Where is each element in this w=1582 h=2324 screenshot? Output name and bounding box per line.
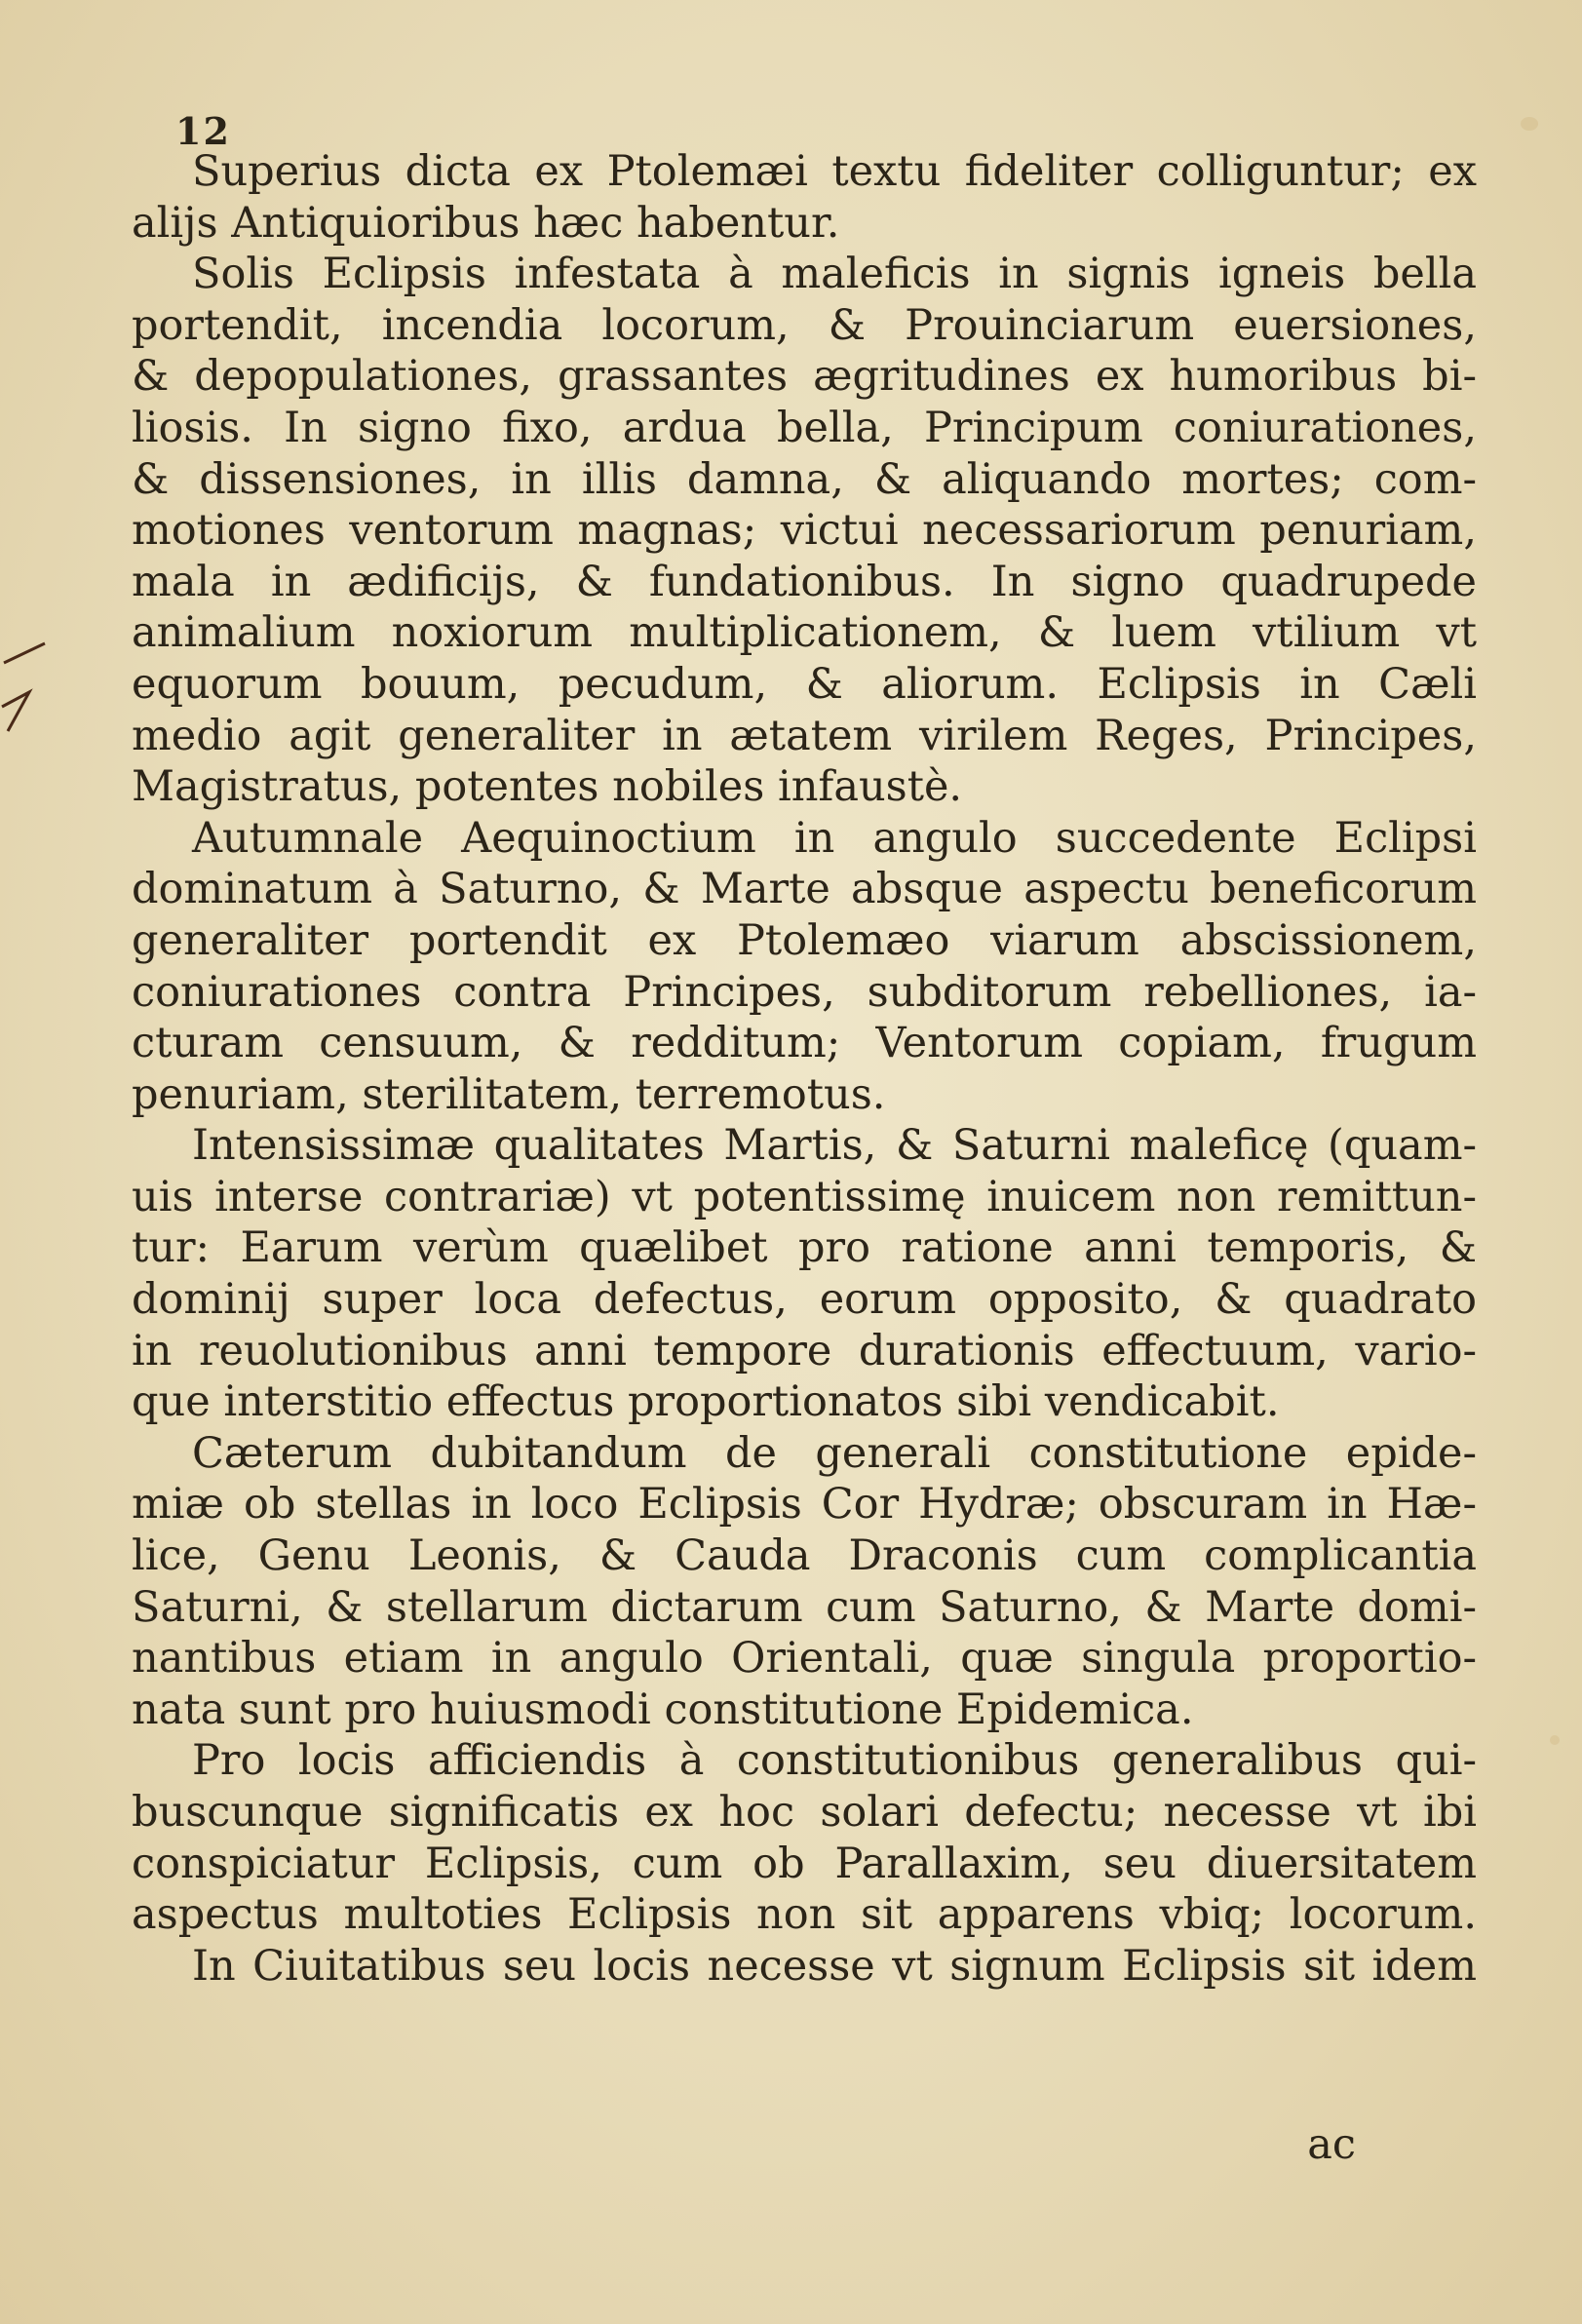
text-line: Autumnale Aequinoctium in angulo succedente Eclipsi	[192, 813, 1477, 863]
text-line: penuriam, sterilitatem, terremotus.	[132, 1069, 886, 1119]
text-line: uis interse contrariæ) vt potentissimę inuicem non remittun-	[132, 1172, 1477, 1221]
text-line: conspiciatur Eclipsis, cum ob Parallaxim, seu diuersitatem	[132, 1839, 1477, 1888]
text-line: liosis. In signo fixo, ardua bella, Principum coniurationes,	[132, 403, 1477, 452]
text-line: Intensissimæ qualitates Martis, & Saturni maleficę (quam-	[192, 1121, 1477, 1171]
text-line: medio agit generaliter in ætatem virilem Reges, Principes,	[132, 711, 1477, 760]
text-line: nantibus etiam in angulo Orientali, quæ singula proportio-	[132, 1634, 1477, 1684]
text-line: aspectus multoties Eclipsis non sit apparens vbiq; locorum.	[132, 1890, 1477, 1940]
body-text	[132, 146, 1477, 1992]
catchword: ac	[1307, 2120, 1356, 2169]
text-line: Cæterum dubitandum de generali constitutione epide-	[192, 1428, 1477, 1478]
text-line: lice, Genu Leonis, & Cauda Draconis cum complicantia	[132, 1531, 1477, 1581]
text-line: dominatum à Saturno, & Marte absque aspectu beneficorum	[132, 865, 1477, 914]
page-number: 12	[175, 109, 231, 153]
text-line: buscunque significatis ex hoc solari defectu; necesse vt ibi	[132, 1788, 1477, 1837]
foxing-spot	[1550, 1735, 1560, 1745]
text-line: generaliter portendit ex Ptolemæo viarum abscissionem,	[132, 915, 1477, 965]
text-line: miæ ob stellas in loco Eclipsis Cor Hydræ; obscuram in Hæ-	[132, 1480, 1477, 1530]
text-line: nata sunt pro huiusmodi constitutione Epidemica.	[132, 1685, 1194, 1734]
text-line: Pro locis afficiendis à constitutionibus generalibus qui-	[192, 1736, 1477, 1786]
text-line: & depopulationes, grassantes ægritudines ex humoribus bi-	[132, 352, 1477, 402]
text-line: portendit, incendia locorum, & Prouinciarum euersiones,	[132, 300, 1477, 350]
text-line: In Ciuitatibus seu locis necesse vt signum Eclipsis sit idem	[192, 1941, 1477, 1991]
text-line: dominij super loca defectus, eorum opposito, & quadrato	[132, 1275, 1477, 1325]
text-line: Superius dicta ex Ptolemæi textu fideliter colliguntur; ex	[192, 147, 1477, 196]
text-line: mala in ædificijs, & fundationibus. In signo quadrupede	[132, 557, 1477, 606]
text-line: coniurationes contra Principes, subditorum rebelliones, ia-	[132, 967, 1477, 1017]
text-line: animalium noxiorum multiplicationem, & luem vtilium vt	[132, 608, 1477, 658]
text-line: & dissensiones, in illis damna, & aliquando mortes; com-	[132, 454, 1477, 504]
text-line: Magistratus, potentes nobiles infaustè.	[132, 762, 963, 812]
text-line: Saturni, & stellarum dictarum cum Saturno, & Marte domi-	[132, 1582, 1477, 1632]
text-line: Solis Eclipsis infestata à maleficis in signis igneis bella	[192, 250, 1477, 299]
text-line: equorum bouum, pecudum, & aliorum. Eclipsis in Cæli	[132, 659, 1477, 709]
marginal-ink-mark	[0, 624, 58, 741]
text-line: que interstitio effectus proportionatos sibi vendicabit.	[132, 1377, 1280, 1427]
text-line: tur: Earum verùm quælibet pro ratione anni temporis, &	[132, 1223, 1477, 1273]
text-line: alijs Antiquioribus hæc habentur.	[132, 198, 840, 248]
text-line: in reuolutionibus anni tempore durationis effectuum, vario-	[132, 1326, 1477, 1375]
text-line: cturam censuum, & redditum; Ventorum copiam, frugum	[132, 1019, 1477, 1068]
text-line: motiones ventorum magnas; victui necessariorum penuriam,	[132, 506, 1477, 556]
foxing-spot	[1521, 117, 1538, 131]
